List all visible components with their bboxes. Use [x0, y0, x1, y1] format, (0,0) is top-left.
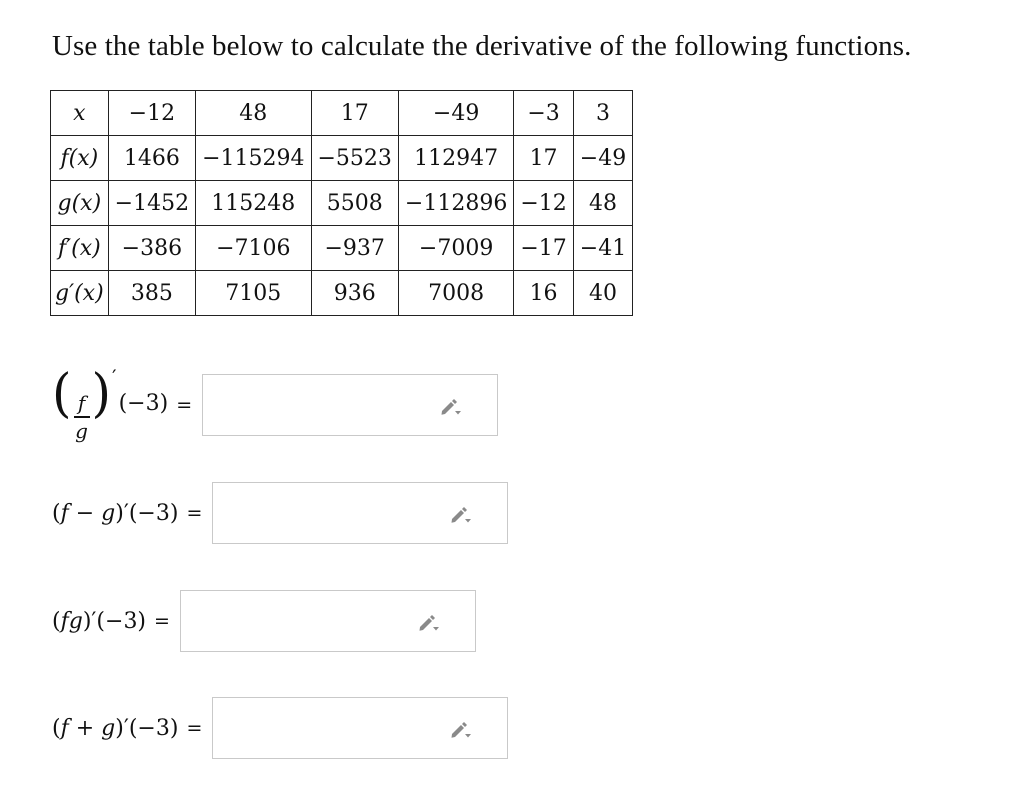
- table-cell: −12: [108, 91, 195, 136]
- table-cell: 936: [311, 271, 398, 316]
- row-header: x: [51, 91, 109, 136]
- quotient-answer-input[interactable]: [202, 374, 498, 436]
- row-header: f(x): [51, 136, 109, 181]
- table-cell: 5508: [311, 181, 398, 226]
- table-row: [51, 226, 633, 271]
- table-cell: −386: [108, 226, 195, 271]
- sum-expression: (f + g)′(−3): [52, 715, 179, 741]
- product-expression: (fg)′(−3): [52, 608, 147, 634]
- table-row: [51, 91, 633, 136]
- quotient-denominator: g: [75, 418, 88, 443]
- table-cell: 7008: [398, 271, 513, 316]
- table-cell: −5523: [311, 136, 398, 181]
- row-header: g′(x): [51, 271, 109, 316]
- table-row: [51, 181, 633, 226]
- product-answer-input[interactable]: [180, 590, 476, 652]
- pencil-icon[interactable]: [449, 504, 473, 524]
- sum-answer-input[interactable]: [212, 697, 508, 759]
- table-cell: 115248: [196, 181, 311, 226]
- equals-sign: =: [154, 610, 170, 632]
- table-cell: −49: [573, 136, 632, 181]
- difference-expression: (f − g)′(−3): [52, 500, 179, 526]
- table-cell: −7009: [398, 226, 513, 271]
- question-sum: [52, 697, 508, 759]
- pencil-icon[interactable]: [449, 719, 473, 739]
- table-cell: −41: [573, 226, 632, 271]
- quotient-numerator: f: [77, 391, 86, 415]
- table-cell: −1452: [108, 181, 195, 226]
- table-cell: −115294: [196, 136, 311, 181]
- equals-sign: =: [186, 717, 203, 739]
- equals-sign: =: [176, 393, 193, 416]
- table-cell: −12: [514, 181, 573, 226]
- difference-answer-input[interactable]: [212, 482, 508, 544]
- table-row: [51, 271, 633, 316]
- quotient-expression: ( $\frac{f}{g}$ )′(−3): [52, 362, 169, 443]
- pencil-icon[interactable]: [417, 612, 441, 632]
- table-cell: −112896: [398, 181, 513, 226]
- row-header: f′(x): [51, 226, 109, 271]
- row-header: g(x): [51, 181, 109, 226]
- table-cell: 17: [311, 91, 398, 136]
- table-row: [51, 136, 633, 181]
- values-table: [50, 90, 633, 316]
- instruction-text: Use the table below to calculate the derivative of the following functions.: [52, 30, 912, 62]
- table-cell: −3: [514, 91, 573, 136]
- pencil-icon[interactable]: [439, 396, 463, 416]
- question-quotient: [52, 362, 498, 443]
- question-difference: [52, 482, 508, 544]
- table-cell: 385: [108, 271, 195, 316]
- table-cell: −937: [311, 226, 398, 271]
- table-cell: 1466: [108, 136, 195, 181]
- table-cell: 40: [573, 271, 632, 316]
- table-cell: 3: [573, 91, 632, 136]
- quotient-prime: ′: [112, 365, 117, 389]
- question-product: [52, 590, 476, 652]
- table-cell: 112947: [398, 136, 513, 181]
- equals-sign: =: [186, 502, 203, 524]
- table-cell: 17: [514, 136, 573, 181]
- table-cell: 16: [514, 271, 573, 316]
- quotient-argument: (−3): [118, 391, 169, 416]
- table-cell: −7106: [196, 226, 311, 271]
- table-cell: 48: [573, 181, 632, 226]
- table-cell: −17: [514, 226, 573, 271]
- table-cell: 7105: [196, 271, 311, 316]
- table-cell: −49: [398, 91, 513, 136]
- table-cell: 48: [196, 91, 311, 136]
